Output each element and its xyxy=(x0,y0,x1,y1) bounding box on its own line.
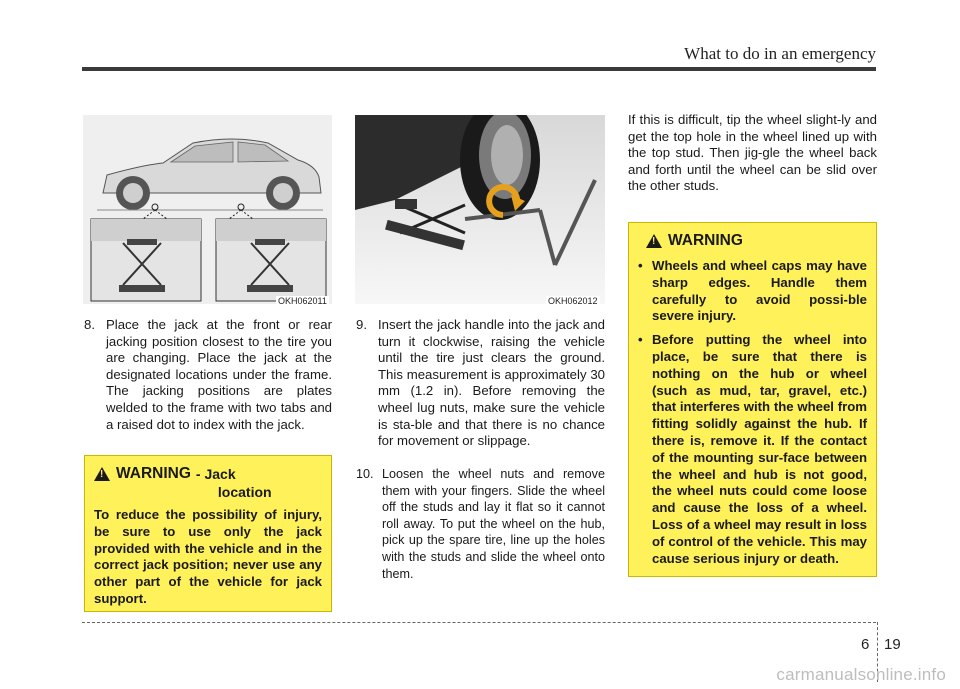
step-number: 10. xyxy=(356,467,374,481)
warning-bullets xyxy=(638,258,867,567)
jack-handle-illustration xyxy=(355,115,605,304)
chapter-number: 6 xyxy=(861,636,870,653)
step-text: Loosen the wheel nuts and remove them with your fingers. Slide the wheel off the studs and lay it flat so it cannot roll away. To put the wheel on the hub, pick up the spare tire, line up the holes with the studs and slide the wheel onto them. xyxy=(382,467,605,581)
warning-bullet: • Wheels and wheel caps may have sharp edges. Handle them carefully to avoid possi-ble severe injury. xyxy=(638,258,867,325)
step-text: Place the jack at the front or rear jacking position closest to the tire you are changing. Place the jack at the designated locations under the frame. The jacking positions are plates welded to the frame with two tabs and a raised dot to index with the jack. xyxy=(106,317,332,432)
right-paragraph: If this is difficult, tip the wheel slight-ly and get the top hole in the wheel lined up with the top stud. Then jig-gle the wheel back and forth until the wheel can be slid over the other studs. xyxy=(628,112,877,194)
warning-triangle-icon xyxy=(646,234,662,248)
warning-wheel xyxy=(628,222,877,577)
jack-handle-figure xyxy=(355,115,605,304)
warning-subtitle: - Jack location xyxy=(195,466,272,500)
step-9 xyxy=(356,317,605,450)
jack-location-figure xyxy=(83,115,332,304)
warning-header xyxy=(646,232,867,250)
warning-bullet: • Before putting the wheel into place, be sure that there is nothing on the hub or wheel (such as mud, tar, gravel, etc.) that interferes with the wheel from fitting solidly against the hub. If there is, remove it. If the contact of the mounting sur-face between the wheel and hub is not good, the wheel nuts could come loose and cause the loss of a wheel. Loss of a wheel may result in loss of control of the vehicle. This may cause serious injury or death. xyxy=(638,332,867,567)
step-10 xyxy=(356,466,605,582)
warning-header xyxy=(94,465,322,501)
header-rule xyxy=(82,67,876,71)
warning-body: To reduce the possibility of injury, be sure to use only the jack provided with the vehicle and in the correct jack position; never use any other part of the vehicle for jack support. xyxy=(94,507,322,606)
warning-jack-location xyxy=(84,455,332,612)
page-number: 19 xyxy=(884,636,901,653)
car-jack-illustration xyxy=(83,115,332,304)
figure-code-left: OKH062011 xyxy=(278,296,327,306)
step-number: 9. xyxy=(356,317,367,332)
step-8 xyxy=(84,317,332,433)
warning-label: WARNING xyxy=(116,465,191,482)
section-title: What to do in an emergency xyxy=(684,44,876,63)
warning-triangle-icon xyxy=(94,467,110,481)
figure-code-middle: OKH062012 xyxy=(548,296,598,306)
watermark: carmanualsonline.info xyxy=(776,665,946,684)
footer-rule xyxy=(82,622,876,623)
warning-label: WARNING xyxy=(668,232,743,249)
step-text: Insert the jack handle into the jack and turn it clockwise, raising the vehicle until the tire just clears the ground. This measurement is approximately 30 mm (1.2 in). Before removing the wheel lug nuts, make sure the vehicle is sta-ble and that there is no chance for movement or slippage. xyxy=(378,317,605,449)
step-number: 8. xyxy=(84,317,95,332)
